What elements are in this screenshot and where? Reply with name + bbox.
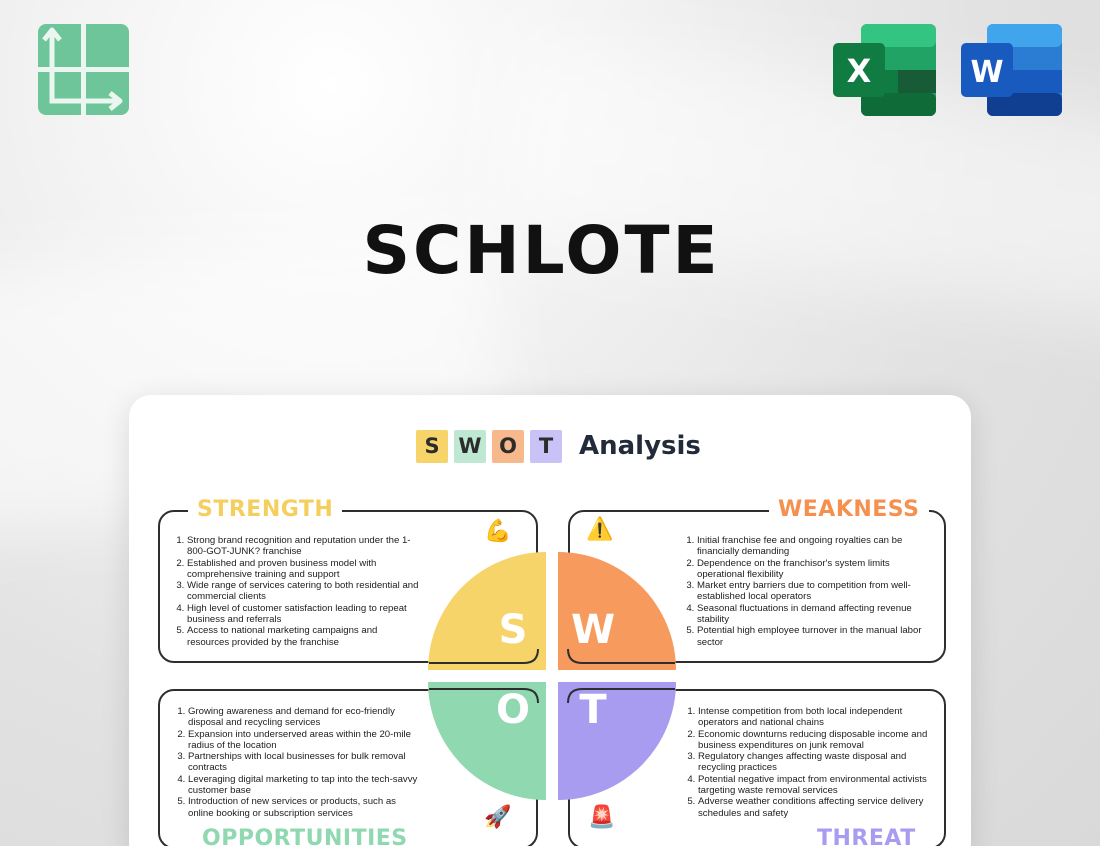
threat-list: [682, 706, 932, 819]
strength-label: STRENGTH: [188, 497, 342, 522]
heading-word: Analysis: [579, 431, 701, 461]
siren-icon: 🚨: [588, 804, 616, 829]
word-icon: [961, 24, 1062, 116]
list-item: 3. Regulatory changes affecting waste disposal and recycling practices: [698, 751, 932, 774]
warning-icon: ⚠️: [586, 516, 614, 541]
list-item: 5. Potential high employee turnover in the manual labor sector: [697, 625, 931, 648]
strength-list: [171, 535, 421, 648]
rocket-icon: 🚀: [484, 804, 512, 829]
excel-icon: [833, 24, 936, 116]
list-item: 5. Introduction of new services or products, such as online booking or subscription services: [188, 796, 422, 819]
list-item: 2. Dependence on the franchisor's system limits operational flexibility: [697, 558, 931, 581]
list-item: 4. Seasonal fluctuations in demand affecting revenue stability: [697, 603, 931, 626]
heading-tile-o: O: [492, 430, 524, 463]
heading-tile-s: S: [416, 430, 448, 463]
threat-label: THREAT: [808, 826, 925, 846]
list-item: 3. Market entry barriers due to competition from well-established local operators: [697, 580, 931, 603]
list-item: 2. Expansion into underserved areas within the 20-mile radius of the location: [188, 729, 422, 752]
swot-card: [129, 395, 971, 846]
list-item: 1. Growing awareness and demand for eco-friendly disposal and recycling services: [188, 706, 422, 729]
list-item: 3. Wide range of services catering to both residential and commercial clients: [187, 580, 421, 603]
list-item: 2. Established and proven business model with comprehensive training and support: [187, 558, 421, 581]
heading-tile-w: W: [454, 430, 486, 463]
opportunities-list: [172, 706, 422, 819]
excel-letter: X: [846, 52, 872, 90]
brand-logo-icon: [38, 24, 129, 115]
wheel-letter-w: W: [570, 607, 616, 653]
page-title: SCHLOTE: [362, 212, 721, 289]
list-item: 5. Access to national marketing campaigns and resources provided by the franchise: [187, 625, 421, 648]
word-letter: W: [970, 55, 1004, 90]
list-item: 1. Initial franchise fee and ongoing royalties can be financially demanding: [697, 535, 931, 558]
list-item: 2. Economic downturns reducing disposable income and business expenditures on junk removal: [698, 729, 932, 752]
list-item: 3. Partnerships with local businesses for bulk removal contracts: [188, 751, 422, 774]
wheel-letter-t: T: [579, 687, 607, 733]
list-item: 4. Leveraging digital marketing to tap into the tech-savvy customer base: [188, 774, 422, 797]
wheel-letter-s: S: [498, 607, 528, 653]
list-item: 5. Adverse weather conditions affecting service delivery schedules and safety: [698, 796, 932, 819]
list-item: 4. High level of customer satisfaction leading to repeat business and referrals: [187, 603, 421, 626]
flexed-bicep-icon: 💪: [484, 518, 512, 543]
weakness-list: [681, 535, 931, 648]
list-item: 4. Potential negative impact from environmental activists targeting waste removal services: [698, 774, 932, 797]
weakness-label: WEAKNESS: [769, 497, 929, 522]
list-item: 1. Strong brand recognition and reputation under the 1-800-GOT-JUNK? franchise: [187, 535, 421, 558]
heading-tile-t: T: [530, 430, 562, 463]
list-item: 1. Intense competition from both local independent operators and national chains: [698, 706, 932, 729]
opportunities-label: OPPORTUNITIES: [193, 826, 417, 846]
wheel-letter-o: O: [495, 687, 530, 733]
